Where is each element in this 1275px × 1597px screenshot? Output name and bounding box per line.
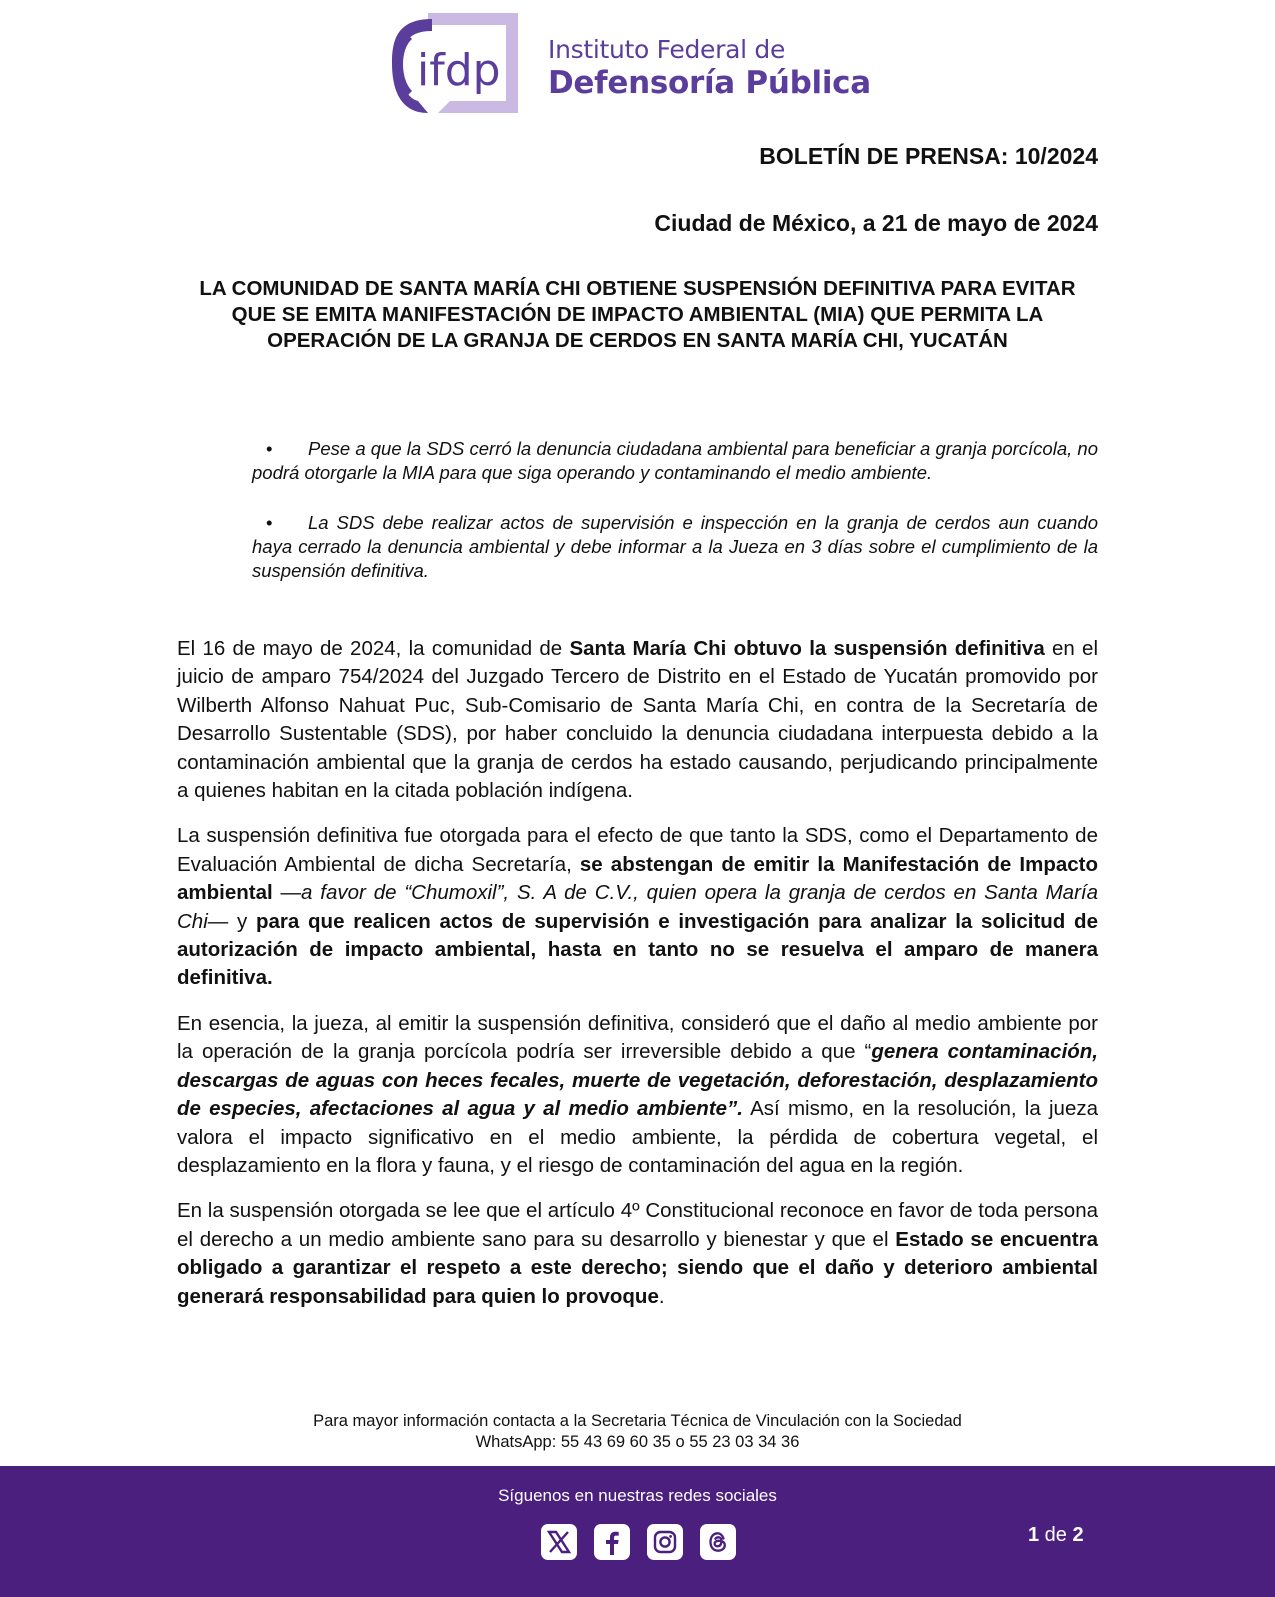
text-run: En esencia, la jueza, al emitir la suspensión definitiva, consideró que el daño al medio ambiente por la operación de la granja porcícola podría ser irreversible debido a que “	[177, 1011, 1098, 1064]
paragraph-4	[177, 1197, 1098, 1311]
ifdp-logo-mark	[388, 9, 528, 117]
summary-bullet	[252, 511, 1098, 583]
page-number	[1028, 1524, 1084, 1547]
text-run: en el juicio de amparo 754/2024 del Juzgado Tercero de Distrito en el Estado de Yucatán promovido por Wilberth Alfonso Nahuat Puc, Sub-Comisario de Santa María Chi, en contra de la Secretaría de Desarrollo Sustentable (SDS), por haber concluido la denuncia ciudadana interpuesta debido a la contaminación ambiental que la granja de cerdos ha estado causando, perjudicando principalmente a quienes habitan en la citada población indígena.	[177, 637, 1098, 803]
bulletin-number: BOLETÍN DE PRENSA: 10/2024	[759, 143, 1098, 169]
bold-text-run: se abstengan de emitir la Manifestación de Impacto ambiental	[177, 852, 1098, 905]
bold-text-run: Estado se encuentra obligado a garantizar el respeto a este derecho; siendo que el daño y deterioro ambiental generará responsabilidad para quien lo provoque	[177, 1227, 1098, 1308]
place-date: Ciudad de México, a 21 de mayo de 2024	[654, 210, 1098, 236]
bold-text-run: Santa María Chi obtuvo la suspensión definitiva	[569, 637, 1045, 660]
follow-us-text: Síguenos en nuestras redes sociales	[498, 1486, 777, 1505]
text-run: El 16 de mayo de 2024, la comunidad de	[177, 637, 570, 660]
social-icons	[541, 1524, 736, 1560]
italic-text-run: a favor de “Chumoxil”, S. A de C.V., quien opera la granja de cerdos en Santa María Chi	[177, 881, 1098, 933]
page-separator: de	[1039, 1524, 1073, 1546]
text-run: En la suspensión otorgada se lee que el artículo 4º Constitucional reconoce en favor de toda persona el derecho a un medio ambiente sano para su desarrollo y bienestar y que el	[177, 1199, 1098, 1251]
text-run: Así mismo, en la resolución, la jueza valora el impacto significativo en el medio ambiente, la pérdida de cobertura vegetal, el desplazamiento en la flora y fauna, y el riesgo de contaminación del agua en la región.	[177, 1097, 1098, 1177]
contact-line: Para mayor información contacta a la Secretaria Técnica de Vinculación con la Sociedad	[313, 1412, 962, 1430]
page-total: 2	[1072, 1524, 1084, 1546]
x-icon[interactable]	[541, 1524, 577, 1560]
whatsapp-line: WhatsApp: 55 43 69 60 35 o 55 23 03 34 36	[475, 1433, 800, 1451]
contact-info	[0, 1411, 1275, 1453]
text-run: La suspensión definitiva fue otorgada para el efecto de que tanto la SDS, como el Departamento de Evaluación Ambiental de dicha Secretaría,	[177, 824, 1098, 876]
paragraph-3	[177, 1010, 1098, 1180]
text-run: — y	[207, 909, 256, 933]
logo-institute-line1: Instituto Federal de	[548, 35, 786, 64]
bullet-text: La SDS debe realizar actos de supervisión e inspección en la granja de cerdos aun cuando haya cerrado la denuncia ambiental y debe informar a la Jueza en 3 días sobre el cumplimiento de la suspensión definitiva.	[252, 512, 1098, 581]
text-run: —	[272, 881, 302, 905]
page-current: 1	[1028, 1524, 1040, 1546]
bold-text-run: para que realicen actos de supervisión e investigación para analizar la solicitud de autorización de impacto ambiental, hasta en tanto no se resuelva el amparo de manera definitiva.	[177, 909, 1098, 990]
logo-mark-text: ifdp	[417, 45, 501, 96]
article-body	[177, 635, 1098, 1328]
threads-icon[interactable]	[700, 1524, 736, 1560]
paragraph-2	[177, 822, 1098, 992]
facebook-icon[interactable]	[594, 1524, 630, 1560]
bold-italic-text-run: genera contaminación, descargas de aguas con heces fecales, muerte de vegetación, deforestación, desplazamiento de especies, afectaciones al agua y al medio ambiente”.	[177, 1040, 1099, 1121]
summary-bullet	[252, 437, 1098, 485]
bullet-text: Pese a que la SDS cerró la denuncia ciudadana ambiental para beneficiar a granja porcícola, no podrá otorgarle la MIA para que siga operando y contaminando el medio ambiente.	[252, 438, 1098, 483]
press-title: LA COMUNIDAD DE SANTA MARÍA CHI OBTIENE SUSPENSIÓN DEFINITIVA PARA EVITAR QUE SE EMITA MANIFESTACIÓN DE IMPACTO AMBIENTAL (MIA) QUE PERMITA LA OPERACIÓN DE LA GRANJA DE CERDOS EN SANTA MARÍA CHI, YUCATÁN	[199, 277, 1076, 352]
logo-institute-line2: Defensoría Pública	[548, 65, 871, 101]
bullet-dot-icon: •	[266, 438, 273, 459]
instagram-icon[interactable]	[647, 1524, 683, 1560]
bullet-dot-icon: •	[266, 512, 273, 533]
summary-bullets	[252, 437, 1098, 583]
text-run: .	[658, 1284, 665, 1308]
paragraph-1	[177, 635, 1098, 805]
footer-bar	[0, 1466, 1275, 1597]
ifdp-logo	[388, 9, 871, 121]
